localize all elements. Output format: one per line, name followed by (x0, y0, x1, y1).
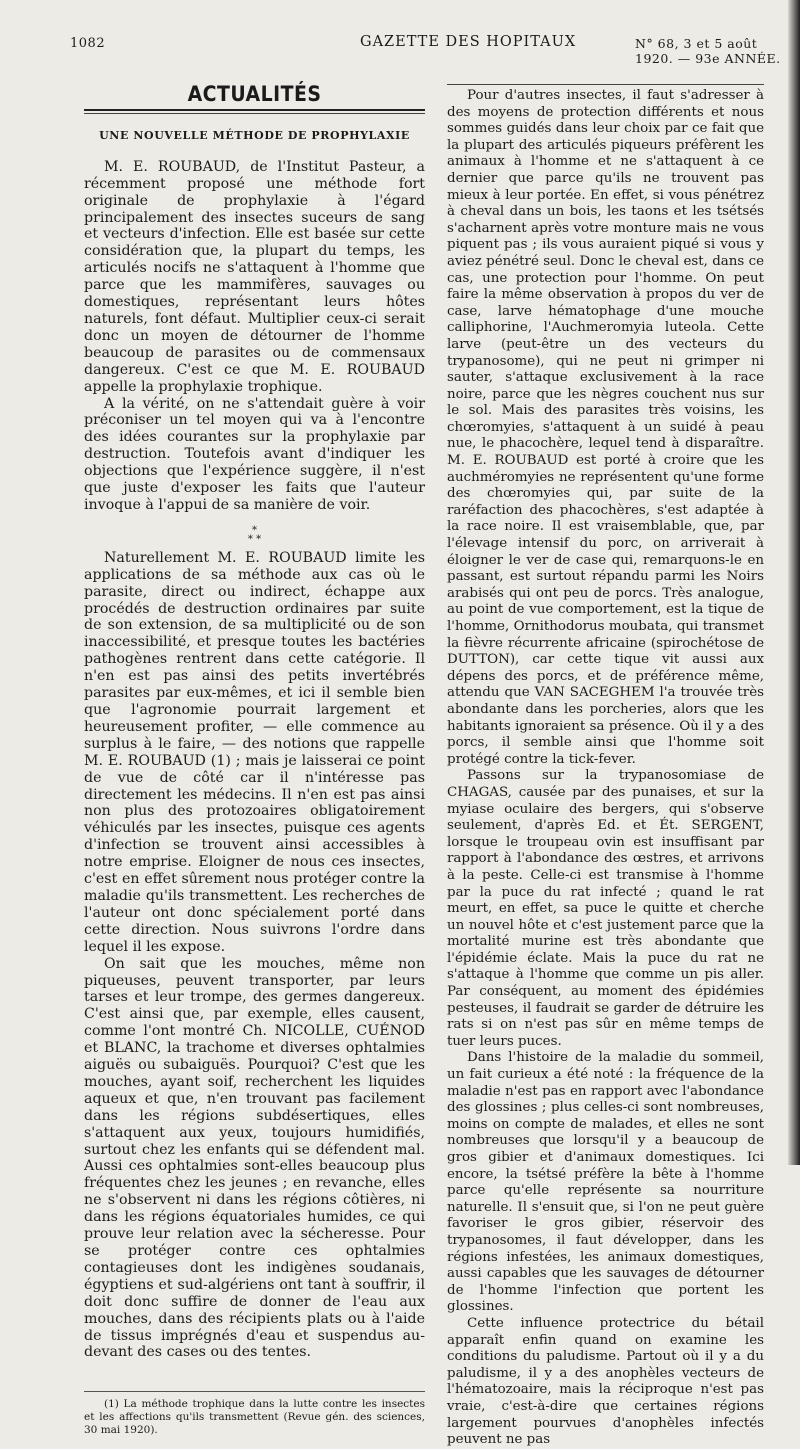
left-column (84, 84, 425, 1437)
page-number: 1082 (70, 36, 106, 51)
column-rule (447, 84, 764, 85)
page-edge-shadow (788, 0, 800, 1165)
paragraph: Dans l'histoire de la maladie du sommeil, un fait curieux a été noté : la fréquence de la maladie n'est pas en rapport avec l'abondance des glossines ; plus celles-ci sont nombreuses, moins on compte de malades, et elles ne sont nombreuses que lorsqu'il y a beaucoup de gros gibier et d'animaux domestiques. Ici encore, la tsétsé préfère la bête à l'homme parce qu'elle représente sa nourriture naturelle. Il s'ensuit que, si l'on ne peut guère favoriser le gros gibier, réservoir des trypanosomes, il faut développer, dans les régions infestées, les animaux domestiques, aussi capables que les sauvages de détourner de l'homme l'infection que portent les glossines. (447, 1050, 764, 1315)
section-rule-thin (84, 113, 425, 114)
article-title: UNE NOUVELLE MÉTHODE DE PROPHYLAXIE (99, 128, 410, 142)
paragraph: M. E. ROUBAUD, de l'Institut Pasteur, a récemment proposé une méthode fort originale de prophylaxie à l'égard principalement des insectes suceurs de sang et vecteurs d'infection. Elle est basée sur cette considération que, la plupart du temps, les articulés nocifs ne s'attaquent à l'homme que parce que les mammifères, sauvages ou domestiques, représentant leurs hôtes naturels, font défaut. Multiplier ceux-ci serait donc un moyen de détourner de l'homme beaucoup de parasites ou de commensaux dangereux. C'est ce que M. E. ROUBAUD appelle la prophylaxie trophique. (84, 158, 425, 395)
paragraph: Pour d'autres insectes, il faut s'adresser à des moyens de protection différents et nous sommes guidés dans leur choix par ce fait que la plupart des articulés piqueurs préfèrent les animaux à l'homme et ne s'attaquent à ce dernier que parce qu'ils ne trouvent pas mieux à leur portée. En effet, si vous pénétrez à cheval dans un bois, les taons et les tsétsés s'acharnent après votre monture mais ne vous piquent pas ; ils vous auraient piqué si vous y aviez pénétré seul. Donc le cheval est, dans ce cas, une protection pour l'homme. On peut faire la même observation à propos du ver de case, larve hématophage d'une mouche calliphorine, l'Auchmeromyia luteola. Cette larve (peut-être un des vecteurs du trypanosome), qui ne peut ni grimper ni sauter, s'attaque exclusivement à la race noire, parce que les nègres couchent nus sur le sol. Mais des parasites très voisins, les chœromyies, s'attaquent à un suidé à peau nue, le phacochère, lequel tend à disparaître. M. E. ROUBAUD est porté à croire que les auchméromyies ne représentent qu'une forme des chœromyies qui, par suite de la raréfaction des phacochères, s'est adaptée à la race noire. Il est vraisemblable, que, par l'élevage intensif du porc, on arriverait à éloigner le ver de case qui, remarquons-le en passant, est surtout répandu parmi les Noirs arabisés qui ont peu de porcs. Très analogue, au point de vue comportement, est la tique de l'homme, Ornithodorus moubata, qui transmet la fièvre récurrente africaine (spirochétose de DUTTON), car cette tique vit aussi aux dépens des porcs, et de préférence même, attendu que VAN SACEGHEM l'a trouvée très abondante dans les porcheries, alors que les habitants ignoraient sa présence. Où il y a des porcs, il semble ainsi que l'homme soit protégé contre la tick-fever. (447, 88, 764, 767)
paragraph: Naturellement M. E. ROUBAUD limite les applications de sa méthode aux cas où le parasite, direct ou indirect, échappe aux procédés de destruction ordinaires par suite de son extension, de sa multiplicité ou de son inaccessibilité, et presque toutes les bactéries pathogènes rentrent dans cette catégorie. Il n'en est pas ainsi des petits invertébrés parasites par eux-mêmes, et ici il semble bien que l'agronomie pourrait largement et heureusement profiter, — elle commence au surplus à le faire, — des notions que rappelle M. E. ROUBAUD (1) ; mais je laisserai ce point de vue de côté car il n'intéresse pas directement les médecins. Il n'en est pas ainsi non plus des protozoaires obligatoirement véhiculés par les insectes, puisque ces agents d'infection se trouvent ainsi accessibles à notre emprise. Eloigner de nous ces insectes, c'est en effet sûrement nous protéger contre la maladie qu'ils transmettent. Les recherches de l'auteur ont donc spécialement porté dans cette direction. Nous suivrons l'ordre dans lequel il les expose. (84, 549, 425, 955)
paragraph: Passons sur la trypanosomiase de CHAGAS, causée par des punaises, et sur la myiase oculaire des bergers, qui s'observe seulement, d'après Ed. et Ét. SERGENT, lorsque le troupeau ovin est insuffisant par rapport à l'abondance des œstres, et arrivons à la peste. Celle-ci est transmise à l'homme par la puce du rat infecté ; quand le rat meurt, en effet, sa puce le quitte et cherche un nouvel hôte et c'est justement parce que la mortalité murine est très abondante que l'épidémie éclate. Mais la puce du rat ne s'attaque à l'homme que comme un pis aller. Par conséquent, au moment des épidémies pesteuses, il faudrait se garder de détruire les rats si on n'est pas sûr en même temps de tuer leurs puces. (447, 768, 764, 1049)
issue-info: N° 68, 3 et 5 août 1920. — 93e ANNÉE. (635, 36, 781, 66)
section-title: ACTUALITÉS (187, 82, 322, 106)
section-rule-thick (84, 109, 425, 111)
paragraph: A la vérité, on ne s'attendait guère à voir préconiser un tel moyen qui va à l'encontre des idées courantes sur la prophylaxie par destruction. Toutefois avant d'indiquer les objections que l'expérience suggère, il n'est que juste d'exposer les faits que l'auteur invoque à l'appui de sa manière de voir. (84, 395, 425, 513)
paragraph: Cette influence protectrice du bétail apparaît enfin quand on examine les conditions du paludisme. Partout où il y a du paludisme, il y a des anophèles vecteurs de l'hématozoaire, mais la réciproque n'est pas vraie, c'est-à-dire que certaines régions largement pourvues d'anophèles infectés peuvent ne pas (447, 1315, 764, 1448)
footnote: (1) La méthode trophique dans la lutte contre les insectes et les affections qu'ils transmettent (Revue gén. des sciences, 30 mai 1920). (84, 1398, 425, 1437)
footnote-rule (84, 1391, 425, 1392)
asterism: * * * (247, 524, 262, 545)
page-header (70, 34, 790, 66)
paragraph: On sait que les mouches, même non piqueuses, peuvent transporter, par leurs tarses et leur trompe, des germes dangereux. C'est ainsi que, par exemple, elles causent, comme l'ont montré Ch. NICOLLE, CUÉNOD et BLANC, la trachome et diverses ophtalmies aiguës ou subaiguës. Pourquoi? C'est que les mouches, ayant soif, recherchent les liquides aqueux et que, n'en trouvant pas facilement dans les régions subdésertiques, elles s'attaquent aux yeux, toujours humidifiés, surtout chez les enfants qui se défendent mal. Aussi ces ophtalmies sont-elles beaucoup plus fréquentes chez les jeunes ; en revanche, elles ne s'observent ni dans les régions côtières, ni dans les régions équatoriales humides, ce qui prouve leur relation avec la sécheresse. Pour se protéger contre ces ophtalmies contagieuses dont les indigènes soudanais, égyptiens et sud-algériens ont tant à souffrir, il doit donc suffire de donner de l'eau aux mouches, dans des récipients plats ou à l'aide de tissus imprégnés d'eau et suspendus au-devant des cases ou des tentes. (84, 955, 425, 1361)
journal-title: GAZETTE DES HOPITAUX (360, 34, 577, 50)
right-column (447, 84, 764, 1449)
